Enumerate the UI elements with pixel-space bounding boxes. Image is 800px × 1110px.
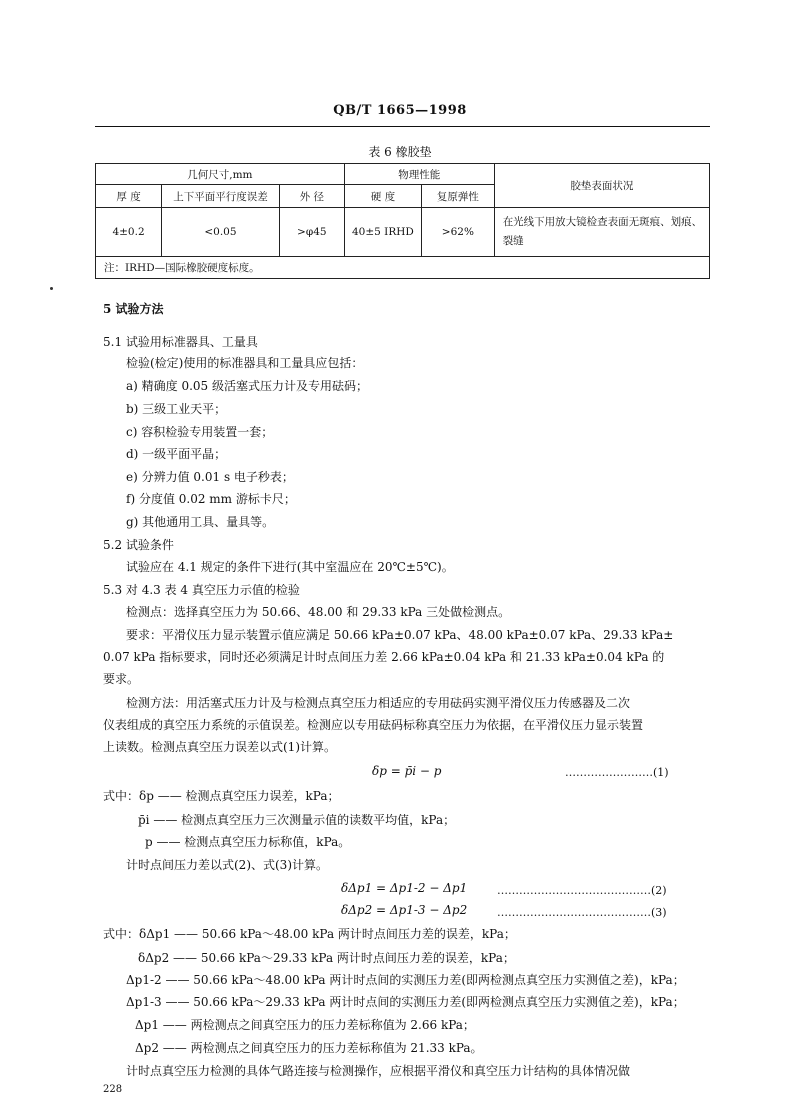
list-item: c) 容积检验专用装置一套； (126, 425, 274, 439)
paragraph-line: 要求。 (103, 672, 140, 686)
col-outer-diameter: 外 径 (279, 185, 344, 208)
col-thickness: 厚 度 (96, 185, 162, 208)
cell-hardness: 40±5 IRHD (344, 208, 421, 257)
group-surface: 胶垫表面状况 (494, 164, 709, 208)
header-rule (95, 126, 710, 127)
group-physical: 物理性能 (344, 164, 494, 185)
section-5-heading: 5 试验方法 (103, 302, 164, 316)
where-line: Δp2 —— 两检测点之间真空压力的压力差标称值为 21.33 kPa。 (135, 1041, 483, 1055)
paragraph: 检验(检定)使用的标准器具和工量具应包括： (126, 356, 364, 370)
paragraph-line: 仪表组成的真空压力系统的示值误差。检测应以专用砝码标称真空压力为依据，在平滑仪压力显示装置 (103, 718, 644, 732)
group-geometry: 几何尺寸,mm (96, 164, 345, 185)
where-line: p —— 检测点真空压力标称值，kPa。 (145, 835, 351, 849)
section-5-3-heading: 5.3 对 4.3 表 4 真空压力示值的检验 (103, 583, 300, 597)
equation-1-number: ……………………(1) (565, 766, 669, 779)
page-header-standard: QB/T 1665—1998 (333, 103, 467, 118)
paragraph: 计时点间压力差以式(2)、式(3)计算。 (126, 858, 328, 872)
where-line: δΔp2 —— 50.66 kPa～29.33 kPa 两计时点间压力差的误差，kPa； (138, 951, 515, 965)
list-item: g) 其他通用工具、量具等。 (126, 515, 275, 529)
cell-surface: 在光线下用放大镜检查表面无斑痕、划痕、裂缝 (494, 208, 709, 257)
cell-parallelism: <0.05 (162, 208, 280, 257)
equation-2: δΔp1 = Δp1-2 − Δp1 (341, 881, 468, 895)
where-line: 式中：δΔp1 —— 50.66 kPa～48.00 kPa 两计时点间压力差的误差，kPa； (103, 927, 516, 941)
equation-1: δp = p̄i − p (372, 764, 442, 778)
where-line: Δp1 —— 两检测点之间真空压力的压力差标称值为 2.66 kPa； (135, 1018, 475, 1032)
equation-3: δΔp2 = Δp1-3 − Δp2 (341, 903, 468, 917)
section-5-2-heading: 5.2 试验条件 (103, 538, 174, 552)
col-resilience: 复原弹性 (422, 185, 495, 208)
table-caption: 表 6 橡胶垫 (368, 145, 432, 159)
paragraph-line: 要求：平滑仪压力显示装置示值应满足 50.66 kPa±0.07 kPa、48.00 kPa±0.07 kPa、29.33 kPa± (126, 628, 674, 642)
paragraph-line: 检测方法：用活塞式压力计及与检测点真空压力相适应的专用砝码实测平滑仪压力传感器及二次 (126, 696, 631, 710)
list-item: a) 精确度 0.05 级活塞式压力计及专用砝码； (126, 379, 368, 393)
col-parallelism: 上下平面平行度误差 (162, 185, 280, 208)
scan-speck (50, 287, 53, 290)
cell-thickness: 4±0.2 (96, 208, 162, 257)
list-item: b) 三级工业天平； (126, 402, 227, 416)
section-5-1-heading: 5.1 试验用标准器具、工量具 (103, 335, 258, 349)
paragraph-line: 计时点真空压力检测的具体气路连接与检测操作，应根据平滑仪和真空压力计结构的具体情况做 (126, 1064, 631, 1078)
where-line: Δp1-3 —— 50.66 kPa～29.33 kPa 两计时点间的实测压力差(即两检测点真空压力实测值之差)，kPa； (126, 995, 685, 1009)
paragraph: 检测点：选择真空压力为 50.66、48.00 和 29.33 kPa 三处做检测点。 (126, 605, 511, 619)
equation-3-number: ……………………………………(3) (497, 906, 667, 919)
col-hardness: 硬 度 (344, 185, 421, 208)
table-note: 注：IRHD—国际橡胶硬度标度。 (96, 257, 710, 279)
cell-resilience: >62% (422, 208, 495, 257)
page-number: 228 (103, 1084, 123, 1095)
cell-outer-diameter: >φ45 (279, 208, 344, 257)
equation-2-number: ……………………………………(2) (497, 884, 667, 897)
where-line: Δp1-2 —— 50.66 kPa～48.00 kPa 两计时点间的实测压力差(即两检测点真空压力实测值之差)，kPa； (126, 973, 685, 987)
paragraph-line: 上读数。检测点真空压力误差以式(1)计算。 (103, 740, 336, 754)
list-item: f) 分度值 0.02 mm 游标卡尺； (126, 492, 296, 506)
paragraph-line: 0.07 kPa 指标要求，同时还必须满足计时点间压力差 2.66 kPa±0.04 kPa 和 21.33 kPa±0.04 kPa 的 (103, 650, 665, 664)
list-item: e) 分辨力值 0.01 s 电子秒表； (126, 470, 294, 484)
list-item: d) 一级平面平晶； (126, 447, 227, 461)
where-line: 式中：δp —— 检测点真空压力误差，kPa； (103, 789, 340, 803)
rubber-pad-table (95, 163, 710, 279)
paragraph: 试验应在 4.1 规定的条件下进行(其中室温应在 20℃±5℃)。 (126, 560, 454, 574)
where-line: p̄i —— 检测点真空压力三次测量示值的读数平均值，kPa； (138, 813, 456, 827)
